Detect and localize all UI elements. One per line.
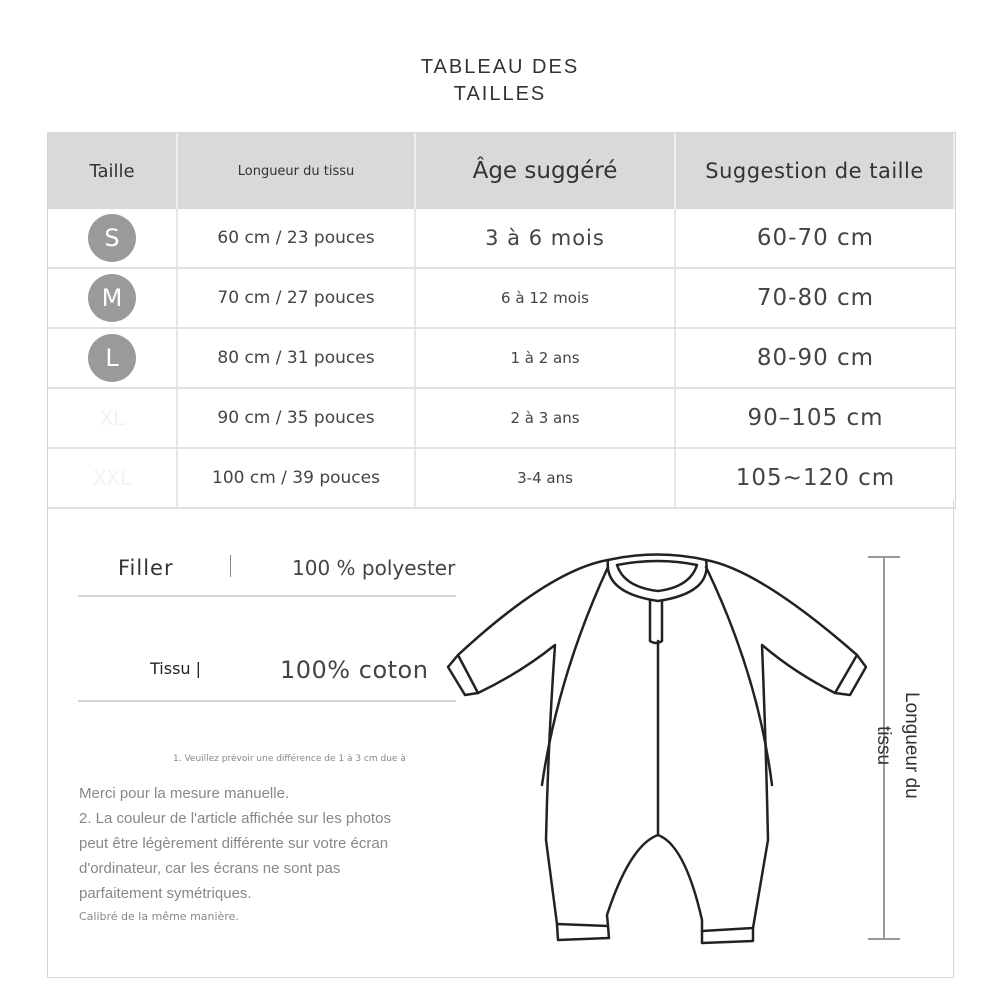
filler-label: Filler (118, 556, 174, 580)
note-line-2: 2. La couleur de l'article affichée sur les photos (79, 810, 391, 827)
note-line-4: d'ordinateur, car les écrans ne sont pas (79, 860, 341, 877)
age-cell: 3-4 ans (416, 449, 676, 507)
age-cell: 3 à 6 mois (416, 209, 676, 267)
length-cell: 90 cm / 35 pouces (178, 389, 416, 447)
size-label: XL (48, 389, 178, 447)
note-line-3: peut être légèrement différente sur votre écran (79, 835, 389, 852)
age-cell: 6 à 12 mois (416, 269, 676, 327)
length-cell: 70 cm / 27 pouces (178, 269, 416, 327)
size-label: XXL (48, 449, 178, 507)
title-line-2: TAILLES (453, 83, 547, 105)
age-cell: 1 à 2 ans (416, 329, 676, 387)
size-badge: L (88, 334, 136, 382)
length-cell: 60 cm / 23 pouces (178, 209, 416, 267)
table-row (48, 269, 955, 329)
table-header-row (48, 133, 955, 209)
page-title (0, 54, 1000, 108)
fabric-spec (78, 648, 456, 702)
suggestion-cell: 105~120 cm (735, 465, 896, 491)
spec-divider (230, 555, 231, 577)
fabric-label: Tissu | (150, 659, 202, 678)
suggestion-cell: 90–105 cm (747, 405, 884, 431)
note-line-5: parfaitement symétriques. (79, 885, 252, 902)
table-row (48, 209, 955, 269)
header-length: Longueur du tissu (178, 133, 416, 209)
length-label-line-1: Longueur du (901, 692, 922, 799)
filler-spec (78, 545, 456, 597)
sleepsuit-outline-icon (440, 545, 880, 945)
length-label-line-2: tissu (873, 726, 894, 766)
size-badge: M (88, 274, 136, 322)
length-label (858, 680, 938, 820)
fabric-value: 100% coton (280, 656, 429, 684)
header-suggestion: Suggestion de taille (676, 133, 955, 209)
note-line-1: Merci pour la mesure manuelle. (79, 785, 290, 802)
note-line-0: 1. Veuillez prévoir une différence de 1 à 3 cm due à (173, 754, 406, 764)
suggestion-cell: 80-90 cm (756, 345, 875, 371)
table-row (48, 389, 955, 449)
size-table (47, 132, 956, 509)
length-cell: 100 cm / 39 pouces (178, 449, 416, 507)
table-row (48, 329, 955, 389)
notes-block (79, 781, 459, 906)
size-badge: S (88, 214, 136, 262)
title-line-1: TABLEAU DES (420, 56, 580, 78)
suggestion-cell: 60-70 cm (756, 225, 875, 251)
filler-value: 100 % polyester (292, 556, 456, 580)
header-age: Âge suggéré (416, 133, 676, 209)
suggestion-cell: 70-80 cm (756, 285, 875, 311)
age-cell: 2 à 3 ans (416, 389, 676, 447)
length-cell: 80 cm / 31 pouces (178, 329, 416, 387)
header-size: Taille (48, 133, 178, 209)
note-line-6: Calibré de la même manière. (79, 910, 239, 923)
